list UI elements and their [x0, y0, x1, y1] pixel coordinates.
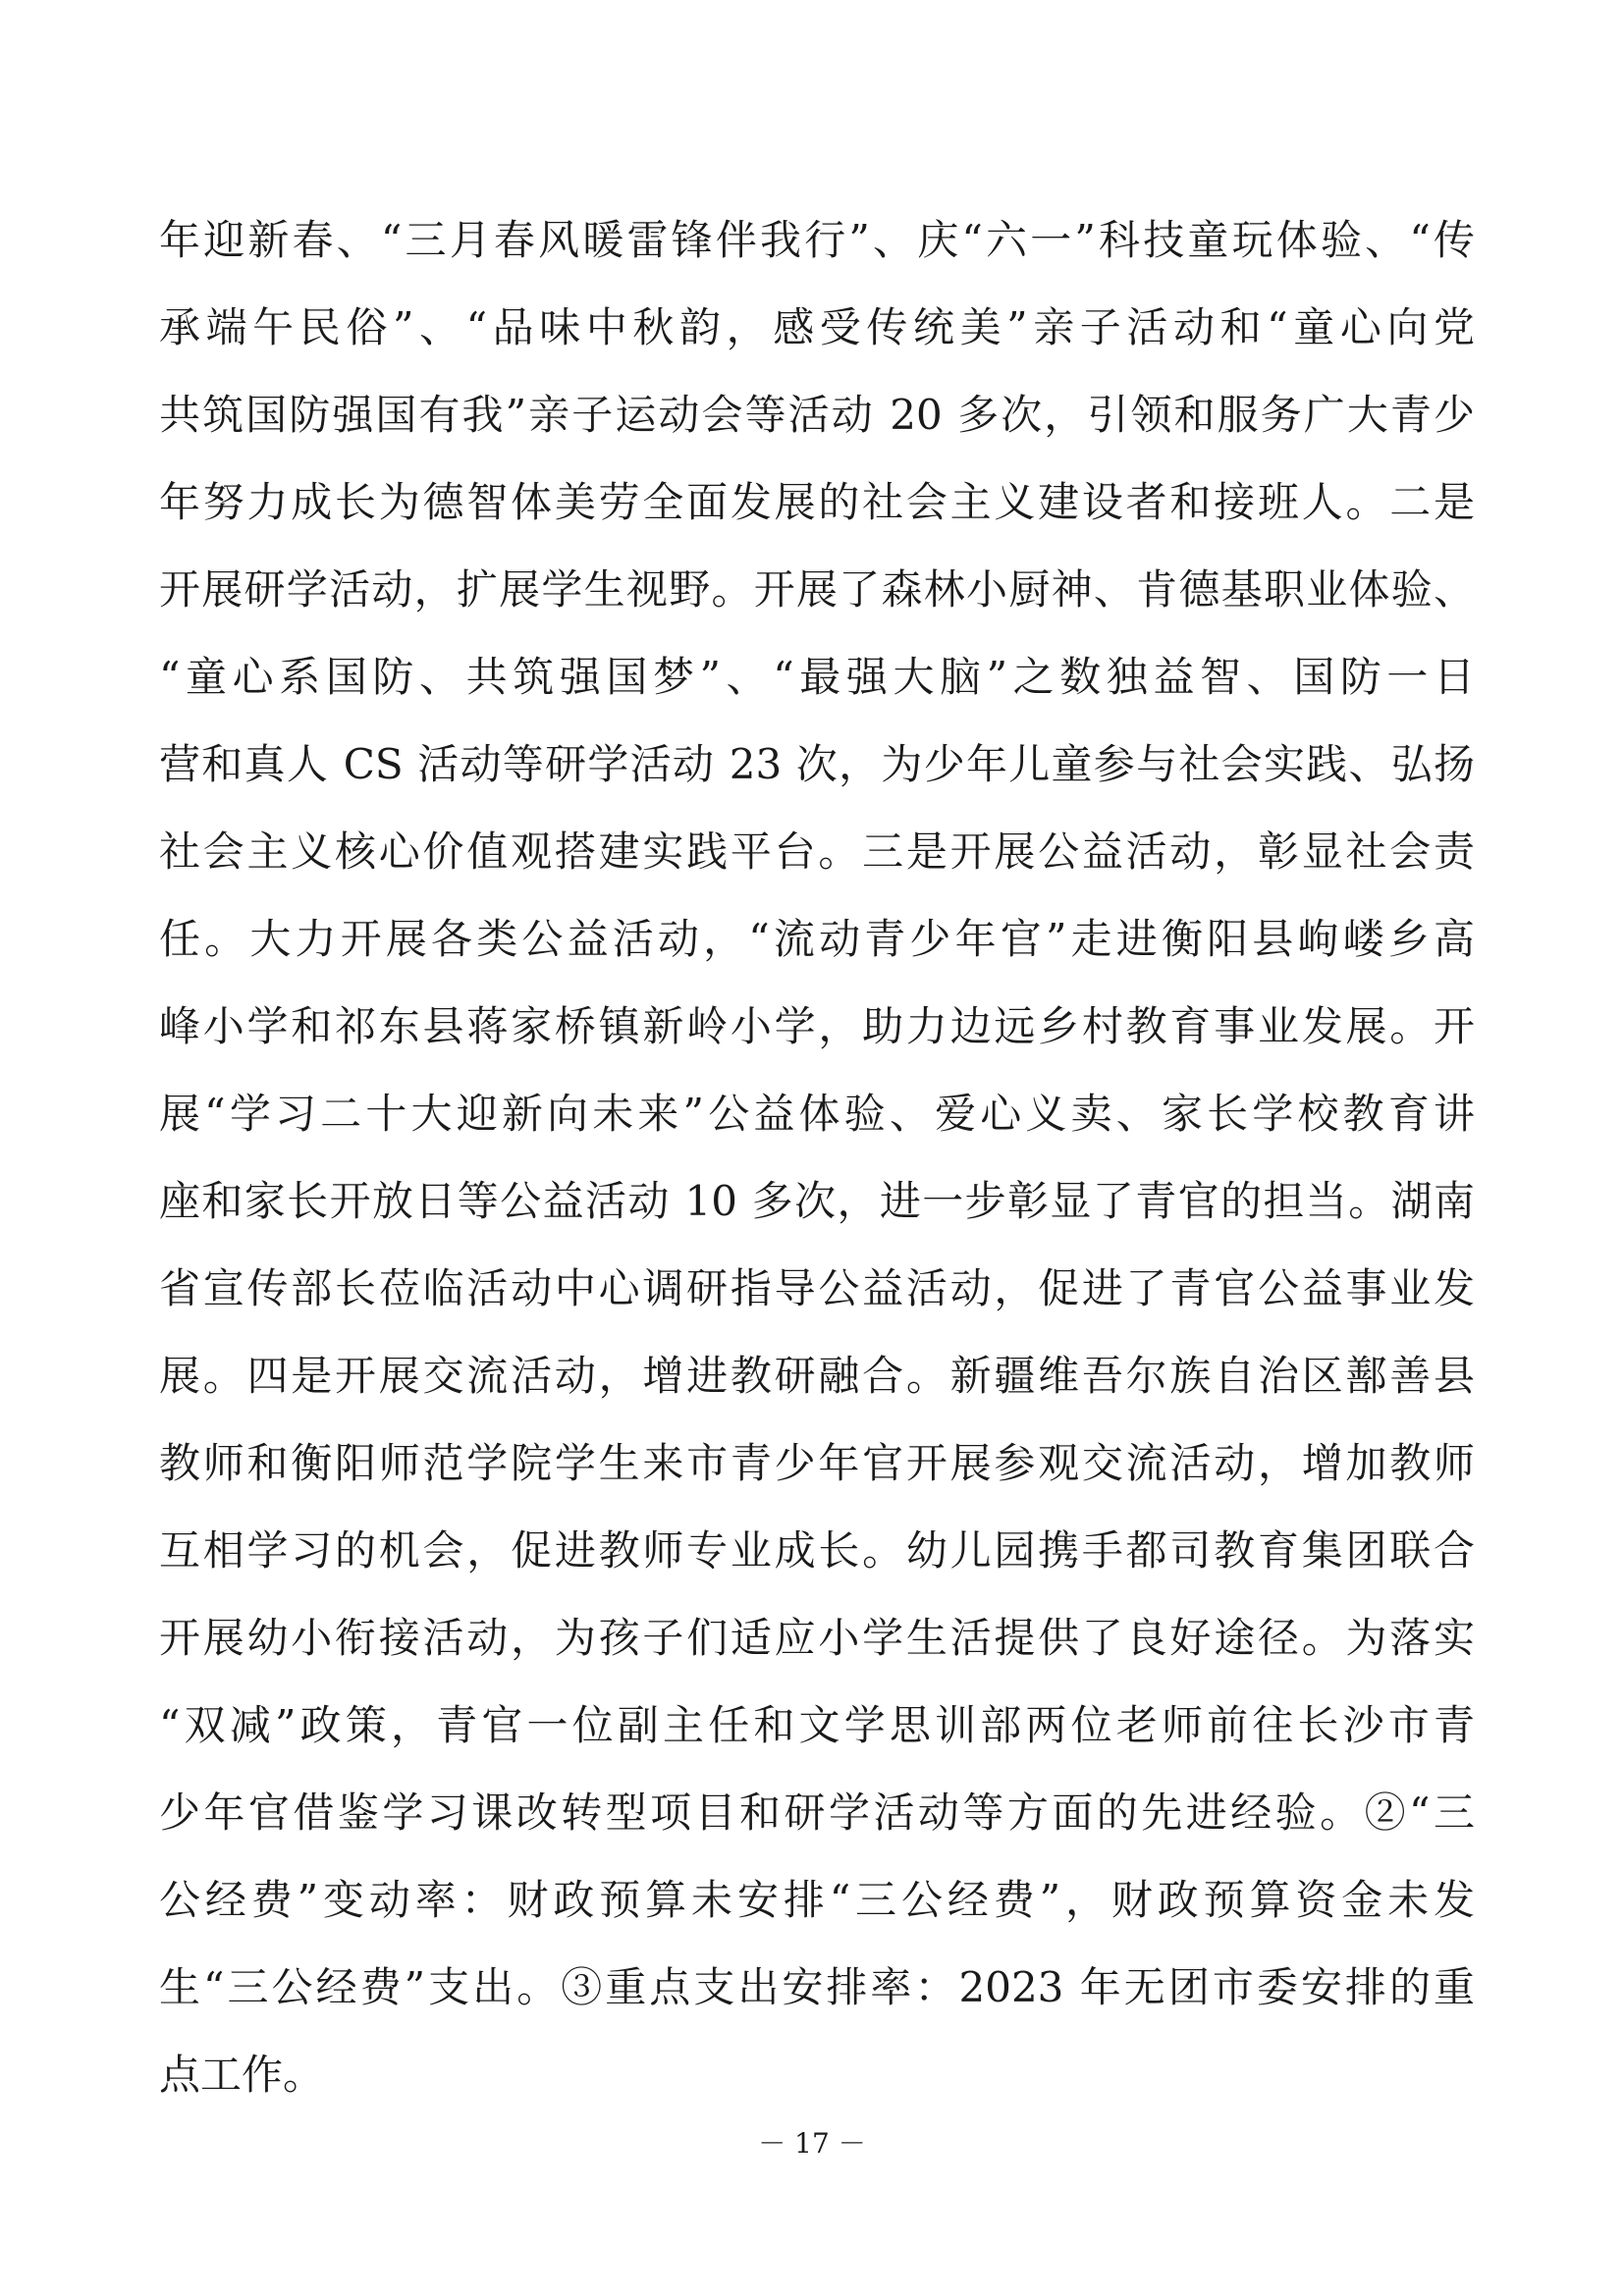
- text-line: 开展研学活动，扩展学生视野。开展了森林小厨神、肯德基职业体验、: [159, 565, 1475, 614]
- page-number: － 17 －: [758, 2127, 866, 2160]
- text-line: 年努力成长为德智体美劳全面发展的社会主义建设者和接班人。二是: [159, 478, 1475, 526]
- text-line: 峰小学和祁东县蒋家桥镇新岭小学，助力边远乡村教育事业发展。开: [159, 1002, 1475, 1050]
- text-line: 承端午民俗”、“品味中秋韵，感受传统美”亲子活动和“童心向党: [159, 303, 1475, 351]
- text-line: “童心系国防、共筑强国梦”、“最强大脑”之数独益智、国防一日: [159, 653, 1475, 701]
- text-line: 互相学习的机会，促进教师专业成长。幼儿园携手都司教育集团联合: [159, 1526, 1475, 1575]
- text-line: 教师和衡阳师范学院学生来市青少年官开展参观交流活动，增加教师: [159, 1439, 1475, 1487]
- text-line: 年迎新春、“三月春风暖雷锋伴我行”、庆“六一”科技童玩体验、“传: [159, 216, 1475, 264]
- text-line: 开展幼小衔接活动，为孩子们适应小学生活提供了良好途径。为落实: [159, 1614, 1475, 1662]
- text-line: 营和真人 CS 活动等研学活动 23 次，为少年儿童参与社会实践、弘扬: [159, 740, 1475, 788]
- text-line: 展。四是开展交流活动，增进教研融合。新疆维吾尔族自治区鄯善县: [159, 1352, 1475, 1400]
- text-line: 少年官借鉴学习课改转型项目和研学活动等方面的先进经验。②“三: [159, 1789, 1475, 1837]
- text-line: 生“三公经费”支出。③重点支出安排率：2023 年无团市委安排的重: [159, 1963, 1475, 2011]
- text-line: 展“学习二十大迎新向未来”公益体验、爱心义卖、家长学校教育讲: [159, 1090, 1475, 1138]
- text-line: “双减”政策，青官一位副主任和文学思训部两位老师前往长沙市青: [159, 1701, 1475, 1749]
- text-line: 共筑国防强国有我”亲子运动会等活动 20 多次，引领和服务广大青少: [159, 391, 1475, 439]
- text-line: 座和家长开放日等公益活动 10 多次，进一步彰显了青官的担当。湖南: [159, 1177, 1475, 1225]
- text-line: 省宣传部长莅临活动中心调研指导公益活动，促进了青官公益事业发: [159, 1264, 1475, 1312]
- text-line: 任。大力开展各类公益活动，“流动青少年官”走进衡阳县岣嵝乡高: [159, 915, 1475, 963]
- text-line: 社会主义核心价值观搭建实践平台。三是开展公益活动，彰显社会责: [159, 828, 1475, 876]
- body-paragraph: [159, 196, 1475, 2118]
- text-line: 公经费”变动率：财政预算未安排“三公经费”，财政预算资金未发: [159, 1876, 1475, 1924]
- text-line: 点工作。: [159, 2051, 325, 2099]
